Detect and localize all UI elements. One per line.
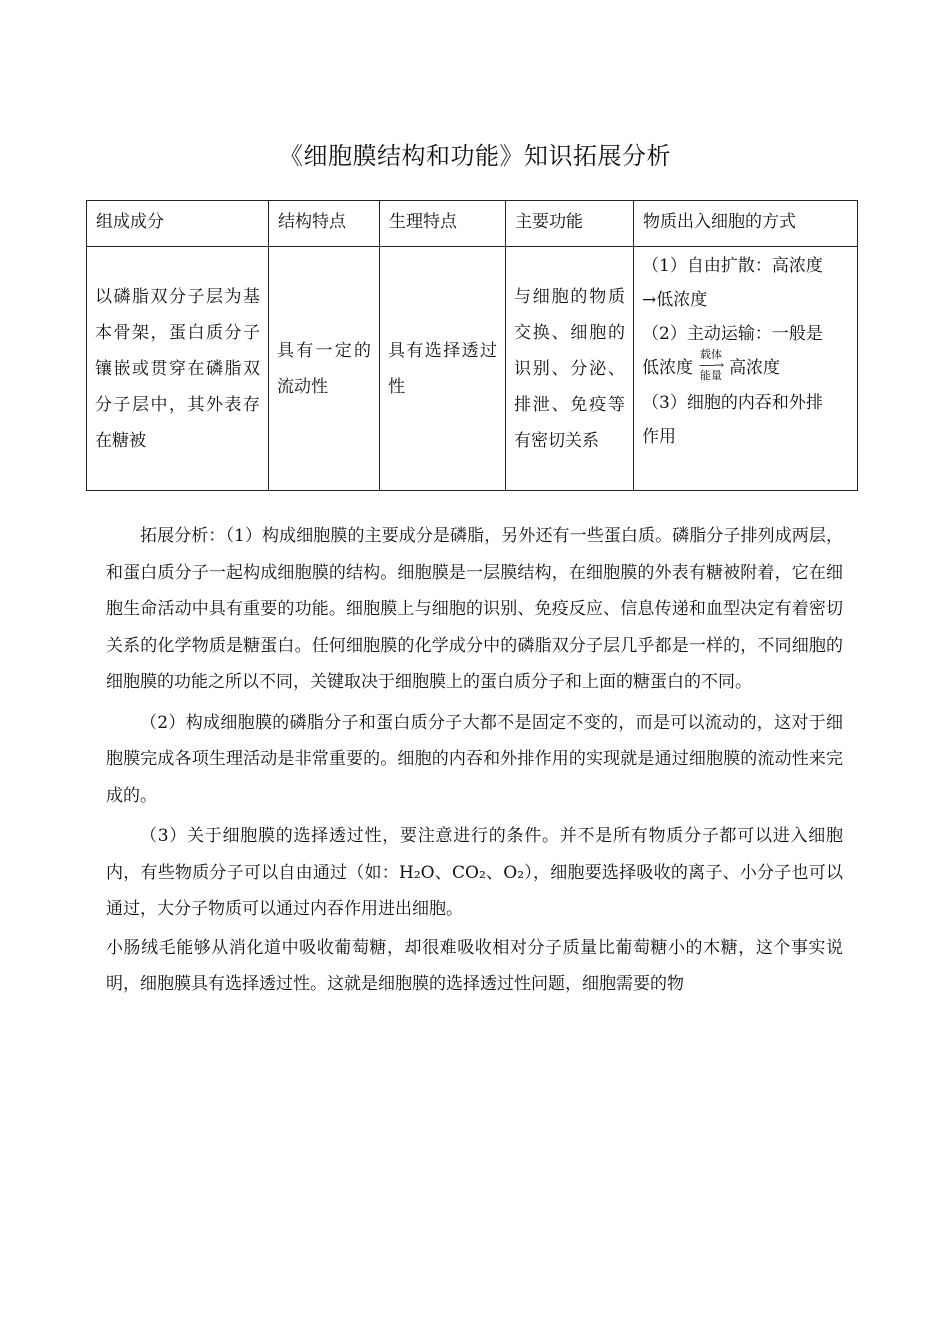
energy-label: 能量: [700, 368, 723, 382]
carrier-label: 载体: [700, 347, 723, 361]
transport-line-1: （1）自由扩散：高浓度: [642, 256, 823, 276]
cell-function: 与细胞的物质交换、细胞的识别、分泌、排泄、免疫等有密切关系: [506, 247, 634, 491]
cell-transport: [634, 247, 858, 491]
table-row: [87, 247, 858, 491]
table-header-row: [87, 201, 858, 247]
transport-line-6: 作用: [642, 426, 676, 447]
analysis-paragraph-4: 小肠绒毛能够从消化道中吸收葡萄糖，却很难吸收相对分子质量比葡萄糖小的木糖，这个事实说明，细胞膜具有选择透过性。这就是细胞膜的选择透过性问题，细胞需要的物: [106, 937, 843, 994]
header-physiology: 生理特点: [380, 201, 506, 247]
cell-composition: 以磷脂双分子层为基本骨架，蛋白质分子镶嵌或贯穿在磷脂双分子层中，其外表存在糖被: [87, 247, 269, 491]
transport-line-3: （2）主动运输：一般是: [642, 324, 823, 344]
header-composition: 组成成分: [87, 201, 269, 247]
header-transport: 物质出入细胞的方式: [634, 201, 858, 247]
analysis-body: [106, 518, 843, 1003]
analysis-paragraph-3: （3）关于细胞膜的选择透过性，要注意进行的条件。并不是所有物质分子都可以进入细胞内，有些物质分子可以自由通过（如：H₂O、CO₂、O₂），细胞要选择吸收的离子、小分子也可以通过，大分子物质可以通过内吞作用进出细胞。: [106, 826, 843, 919]
transport-line-4: [642, 347, 849, 386]
header-structure: 结构特点: [269, 201, 380, 247]
analysis-paragraph-2: （2）构成细胞膜的磷脂分子和蛋白质分子大都不是固定不变的，而是可以流动的，这对于细胞膜完成各项生理活动是非常重要的。细胞的内吞和外排作用的实现就是通过细胞膜的流动性来完成的。: [106, 712, 843, 806]
header-function: 主要功能: [506, 201, 634, 247]
high-concentration: 高浓度: [729, 358, 781, 378]
document-title: 《细胞膜结构和功能》知识拓展分析: [279, 142, 671, 170]
transport-line-5: （3）细胞的内吞和外排: [642, 392, 823, 413]
transport-line-2: →低浓度: [642, 290, 708, 310]
analysis-paragraph-1: 拓展分析：（1）构成细胞膜的主要成分是磷脂，另外还有一些蛋白质。磷脂分子排列成两层，和蛋白质分子一起构成细胞膜的结构。细胞膜是一层膜结构，在细胞膜的外表有糖被附着，它在细胞生命活动中具有重要的功能。细胞膜上与细胞的识别、免疫反应、信息传递和血型决定有着密切关系的化学物质是糖蛋白。任何细胞膜的化学成分中的磷脂双分子层几乎都是一样的，不同细胞的细胞膜的功能之所以不同，关键取决于细胞膜上的蛋白质分子和上面的糖蛋白的不同。: [106, 526, 843, 692]
knowledge-table: [86, 200, 858, 491]
arrow-icon: –––→: [699, 357, 724, 372]
cell-structure: 具有一定的流动性: [269, 247, 380, 491]
carrier-energy-arrow: [699, 348, 723, 382]
low-concentration: 低浓度: [642, 358, 693, 378]
cell-physiology: 具有选择透过性: [380, 247, 506, 491]
